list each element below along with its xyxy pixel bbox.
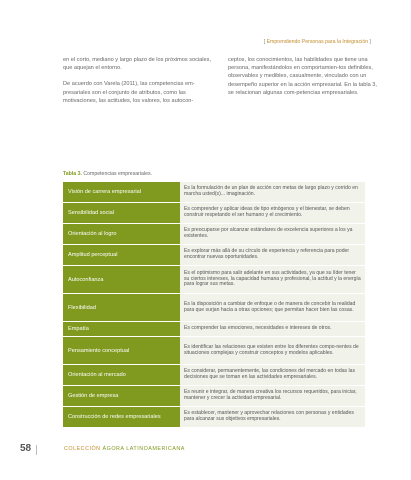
table-row: [63, 321, 365, 336]
competency-description: Es el optimismo para salir adelante en sus actividades, ya que su líder tener su ciertos intereses, la capacidad humana y profesional, la actitud y la energía para lograr sus metas.: [180, 266, 365, 293]
table-row: [63, 182, 365, 202]
series-title-part2: ÁGORA LATINOAMERICANA: [102, 446, 185, 452]
table-row: [63, 336, 365, 364]
header-title: Emprendiendo Personas para la Integración: [266, 39, 369, 45]
table-row: [63, 244, 365, 265]
competency-description: Es reunir e integrar, de manera creativa los recursos requeridos, para iniciar, mantener y crecer la actividad empresarial.: [180, 386, 365, 406]
competency-description: Es explorar más allá de su círculo de experiencia y referencia para poder encontrar nuevas oportunidades.: [180, 245, 365, 265]
body-paragraph: ceptos, los conocimientos, las habilidades que tiene una persona, manifestándolos en comportamien-tos definibles, observables y medibles, casualmente, vinculado con un desempeño superior en la acción empresarial. En la tabla 3, se relacionan algunas com-petencias empresariales.: [228, 57, 377, 96]
competency-name: Gestión de empresa: [63, 386, 180, 406]
body-column-left: [63, 56, 217, 105]
body-paragraph: en el corto, mediano y largo plazo de los próximos sociales, que aquejan el entorno.: [63, 57, 211, 72]
table-row: [63, 385, 365, 406]
table-caption-label: Tabla 3.: [63, 171, 82, 177]
table-row: [63, 364, 365, 385]
competency-description: Es preocuparse por alcanzar estándares de excelencia superiores a los ya existentes.: [180, 224, 365, 244]
competency-description: Es comprender las emociones, necesidades e intereses de otros.: [180, 322, 365, 336]
competency-description: Es la disposición a cambiar de enfoque o de manera de concebir la realidad para que surjan hacia a otras opciones; que permitan hacer bien las cosas.: [180, 294, 365, 321]
page-number: 58: [20, 443, 32, 454]
competency-description: Es considerar, permanentemente, las condiciones del mercado en todas las decisiones que se toman en las actividades empresariales.: [180, 365, 365, 385]
header-bracket-open: [: [263, 39, 266, 45]
body-paragraph: De acuerdo con Varela (2011), las competencias em-presariales son el conjunto de atributos, como las motivaciones, las actitudes, los valores, los autocon-: [63, 81, 195, 104]
series-title-part1: COLECCIÓN: [64, 446, 103, 452]
competency-name: Flexibilidad: [63, 294, 180, 321]
competency-name: Pensamiento conceptual: [63, 337, 180, 364]
footer-divider: [36, 445, 37, 455]
running-header: [0, 39, 371, 45]
table-row: [63, 202, 365, 223]
competency-description: Es comprender y aplicar ideas de tipo etnógenos y el bienestar, se deben construir respetando el ser humano y el crecimiento.: [180, 203, 365, 223]
table-row: [63, 406, 365, 427]
table-caption: [63, 171, 152, 177]
competency-name: Autoconfianza: [63, 266, 180, 293]
competency-description: Es establecer, mantener y aprovechar relaciones con personas y entidades para alcanzar sus objetivos empresariales.: [180, 407, 365, 427]
header-bracket-close: ]: [369, 39, 371, 45]
competencies-table: [63, 182, 365, 427]
competency-name: Empatía: [63, 322, 180, 336]
competency-description: Es identificar las relaciones que existen entre los diferentes compo-nentes de situaciones complejas y construir conceptos y modelos aplicables.: [180, 337, 365, 364]
competency-name: Sensibilidad social: [63, 203, 180, 223]
series-title: [64, 446, 185, 452]
table-row: [63, 223, 365, 244]
competency-description: Es la formulación de un plan de acción con metas de largo plazo y corrido en marcha usted(s)... imaginación.: [180, 182, 365, 202]
competency-name: Amplitud perceptual: [63, 245, 180, 265]
competency-name: Orientación al logro: [63, 224, 180, 244]
table-row: [63, 293, 365, 321]
competency-name: Construcción de redes empresariales: [63, 407, 180, 427]
competency-name: Visión de carrera empresarial: [63, 182, 180, 202]
competency-name: Orientación al mercado: [63, 365, 180, 385]
table-caption-text: Competencias empresariales.: [83, 171, 153, 177]
table-row: [63, 265, 365, 293]
body-column-right: [228, 56, 383, 97]
